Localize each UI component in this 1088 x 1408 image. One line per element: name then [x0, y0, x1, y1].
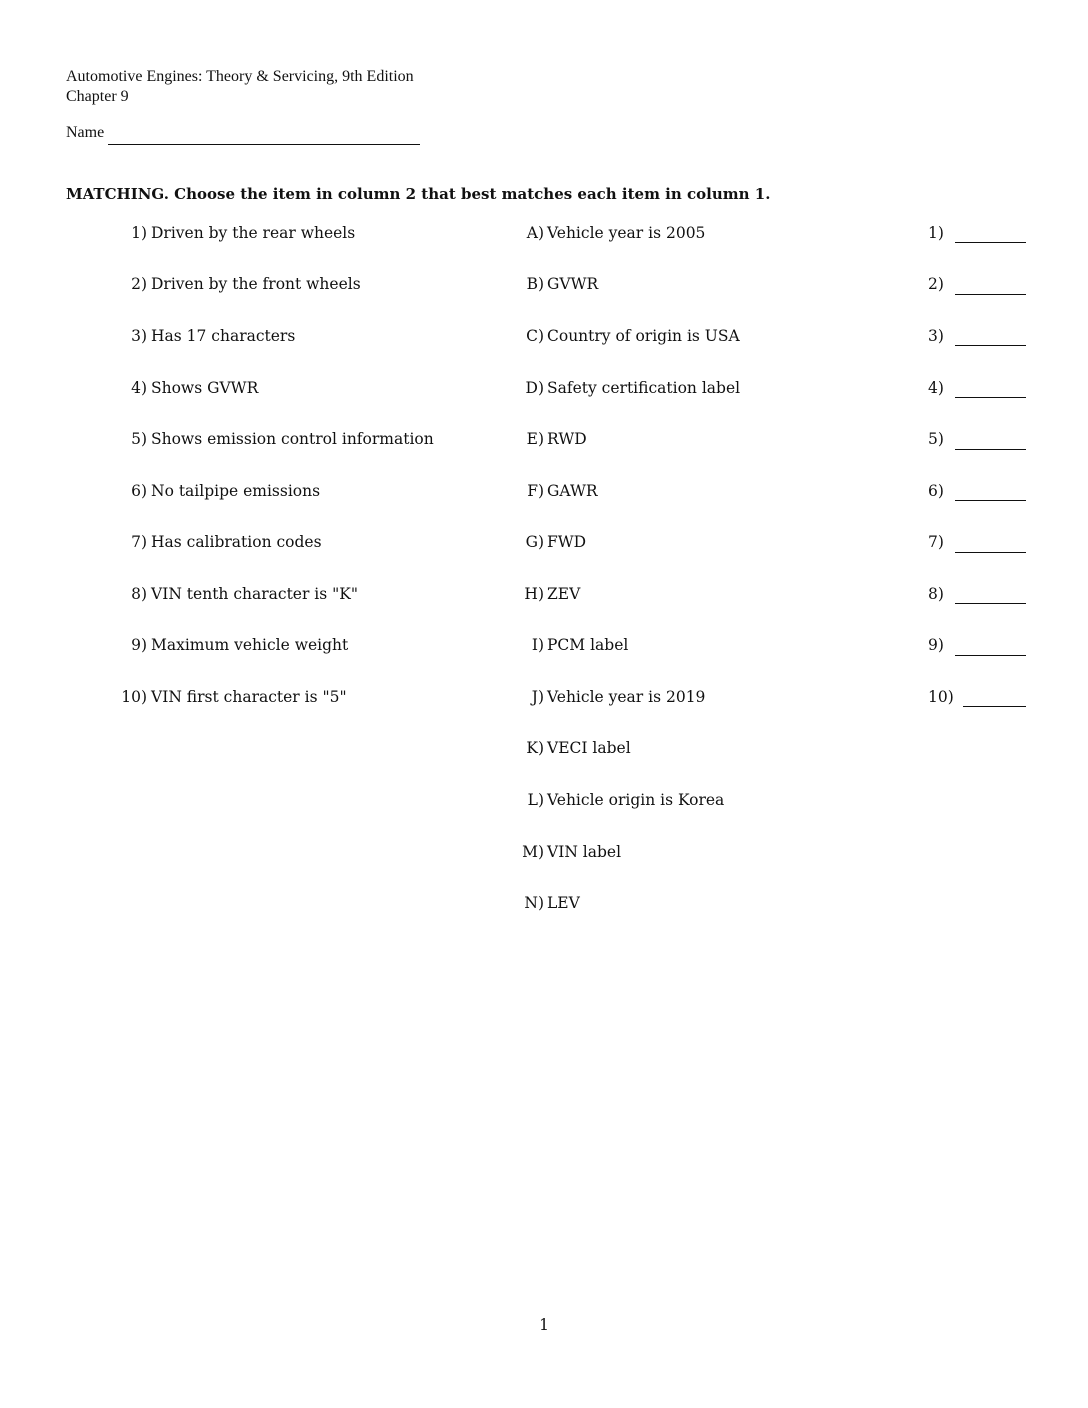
answer-blank[interactable]	[955, 242, 1026, 243]
option-letter: L)	[527, 791, 544, 809]
option-text: VIN label	[547, 843, 622, 861]
question-text: Has calibration codes	[151, 533, 322, 551]
answer-blank[interactable]	[963, 706, 1026, 707]
question-text: No tailpipe emissions	[151, 482, 321, 500]
page-number: 1	[539, 1316, 549, 1334]
answer-number: 2)	[928, 275, 944, 293]
option-text: GAWR	[547, 482, 598, 500]
answer-number: 8)	[928, 585, 944, 603]
option-letter: C)	[526, 327, 544, 345]
question-number: 4)	[131, 379, 147, 397]
option-letter: B)	[526, 275, 544, 293]
answer-blank[interactable]	[955, 449, 1026, 450]
question-item	[66, 688, 466, 706]
option-text: ZEV	[547, 585, 581, 603]
option-item	[516, 275, 598, 293]
question-item	[66, 327, 466, 345]
option-item	[516, 585, 580, 603]
question-text: Maximum vehicle weight	[151, 636, 349, 654]
option-text: Country of origin is USA	[547, 327, 740, 345]
option-item	[516, 327, 740, 345]
option-letter: E)	[526, 430, 544, 448]
question-item	[66, 482, 466, 500]
question-item	[66, 585, 466, 603]
option-letter: N)	[524, 894, 544, 912]
question-number: 2)	[131, 275, 147, 293]
question-text: Has 17 characters	[151, 327, 296, 345]
question-text: Shows emission control information	[151, 430, 434, 448]
answer-blank[interactable]	[955, 655, 1026, 656]
document-title: Automotive Engines: Theory & Servicing, 9th Edition	[66, 68, 414, 85]
question-text: Driven by the front wheels	[151, 275, 361, 293]
question-text: VIN tenth character is "K"	[151, 585, 358, 603]
option-item	[516, 379, 740, 397]
option-letter: G)	[525, 533, 544, 551]
option-item	[516, 636, 628, 654]
option-letter: D)	[525, 379, 544, 397]
question-text: Shows GVWR	[151, 379, 259, 397]
option-item	[516, 843, 621, 861]
question-number: 1)	[131, 224, 147, 242]
option-text: LEV	[547, 894, 580, 912]
question-item	[66, 224, 466, 242]
answer-number: 5)	[928, 430, 944, 448]
answer-blank[interactable]	[955, 603, 1026, 604]
answer-blank[interactable]	[955, 552, 1026, 553]
question-item	[66, 636, 466, 654]
name-label: Name	[66, 124, 105, 141]
option-text: VECI label	[547, 739, 631, 757]
question-number: 3)	[131, 327, 147, 345]
option-item	[516, 224, 705, 242]
answer-number: 3)	[928, 327, 944, 345]
answer-blank[interactable]	[955, 294, 1026, 295]
option-text: RWD	[547, 430, 587, 448]
option-text: PCM label	[547, 636, 629, 654]
option-letter: M)	[522, 843, 544, 861]
option-item	[516, 894, 580, 912]
name-field-line[interactable]	[108, 144, 420, 145]
option-item	[516, 791, 724, 809]
option-text: Vehicle year is 2019	[547, 688, 706, 706]
option-letter: H)	[524, 585, 544, 603]
answer-blank[interactable]	[955, 500, 1026, 501]
option-item	[516, 482, 598, 500]
question-item	[66, 430, 466, 448]
question-number: 9)	[131, 636, 147, 654]
option-letter: K)	[526, 739, 544, 757]
answer-number: 4)	[928, 379, 944, 397]
question-item	[66, 533, 466, 551]
question-number: 6)	[131, 482, 147, 500]
answer-number: 7)	[928, 533, 944, 551]
chapter-label: Chapter 9	[66, 88, 129, 105]
question-item	[66, 275, 466, 293]
question-item	[66, 379, 466, 397]
option-text: Safety certification label	[547, 379, 741, 397]
answer-number: 6)	[928, 482, 944, 500]
option-text: FWD	[547, 533, 587, 551]
answer-number: 1)	[928, 224, 944, 242]
question-text: Driven by the rear wheels	[151, 224, 356, 242]
answer-number: 9)	[928, 636, 944, 654]
question-number: 5)	[131, 430, 147, 448]
option-letter: J)	[531, 688, 544, 706]
question-number: 7)	[131, 533, 147, 551]
option-text: Vehicle origin is Korea	[547, 791, 725, 809]
option-item	[516, 533, 586, 551]
option-letter: I)	[531, 636, 544, 654]
answer-blank[interactable]	[955, 345, 1026, 346]
option-item	[516, 430, 587, 448]
matching-instructions: MATCHING. Choose the item in column 2 that best matches each item in column 1.	[66, 185, 771, 203]
answer-number: 10)	[928, 688, 954, 706]
question-text: VIN first character is "5"	[151, 688, 347, 706]
option-text: Vehicle year is 2005	[547, 224, 706, 242]
question-number: 8)	[131, 585, 147, 603]
option-letter: F)	[527, 482, 544, 500]
option-item	[516, 688, 705, 706]
option-text: GVWR	[547, 275, 599, 293]
question-number: 10)	[121, 688, 147, 706]
option-letter: A)	[526, 224, 544, 242]
answer-blank[interactable]	[955, 397, 1026, 398]
option-item	[516, 739, 631, 757]
